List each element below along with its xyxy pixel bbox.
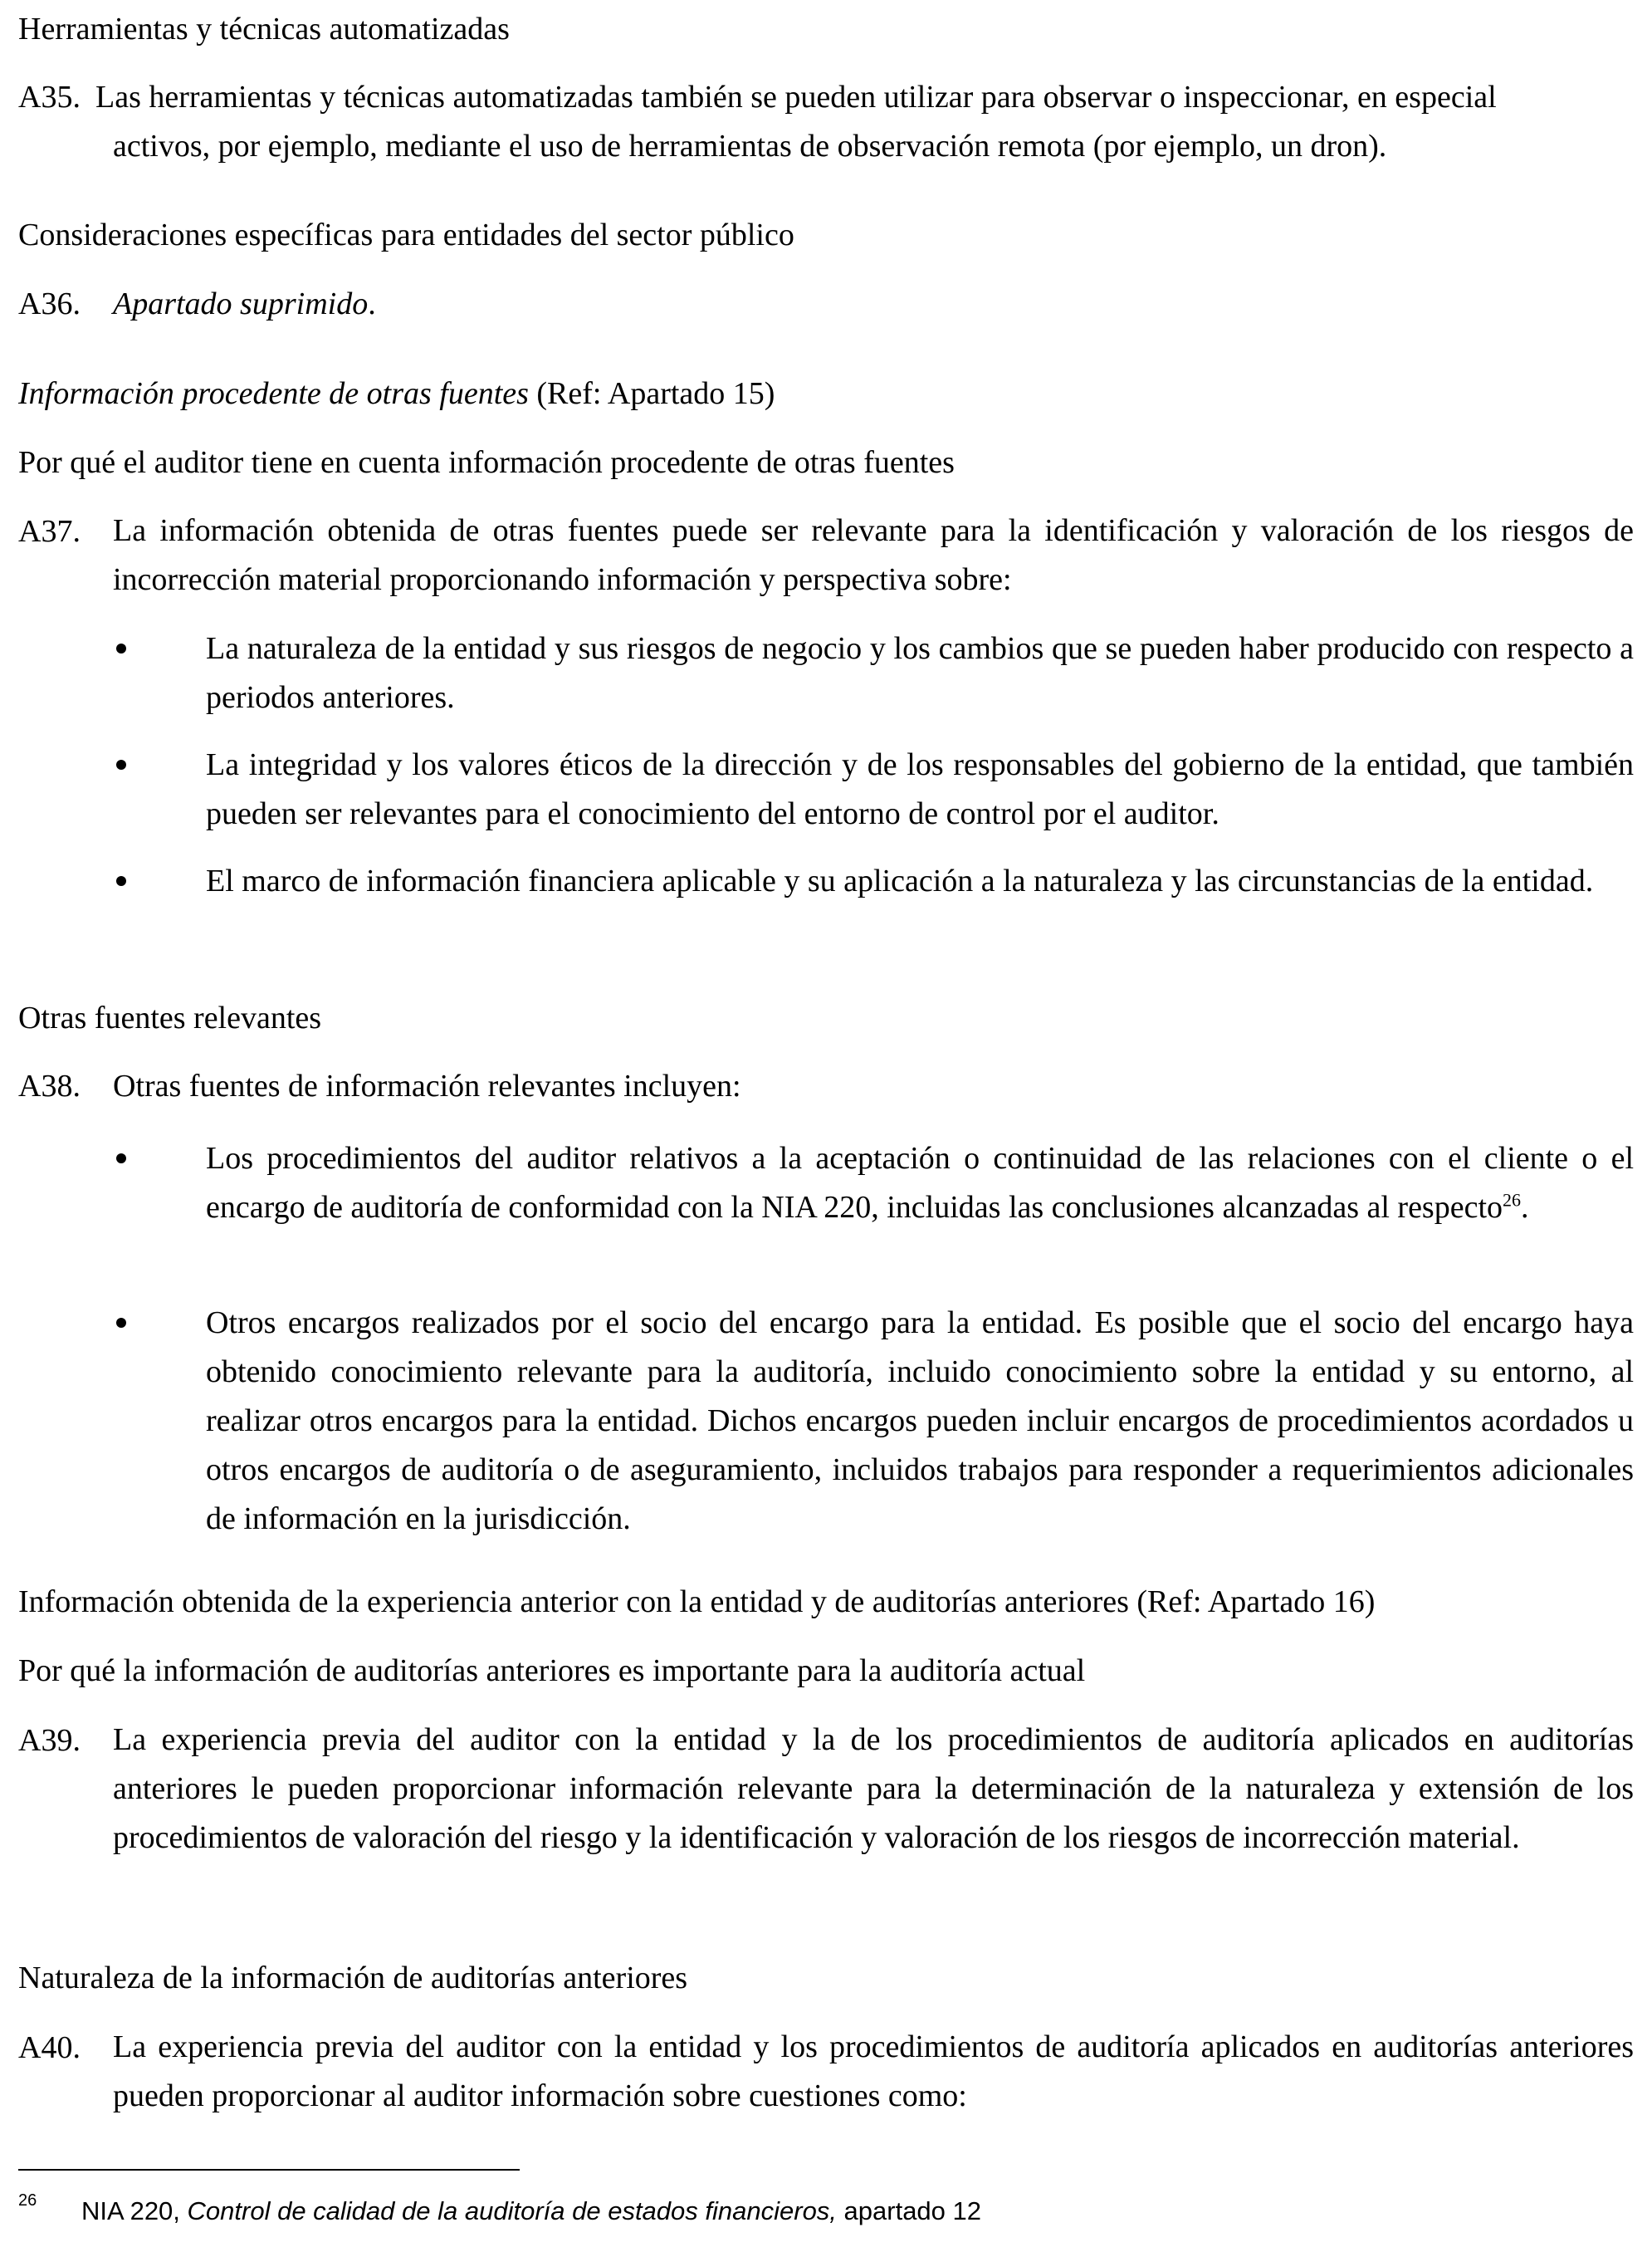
heading-experiencia-ref: (Ref: Apartado 16): [1128, 1584, 1376, 1619]
footnote-prefix: NIA 220,: [81, 2196, 188, 2225]
paragraph-a37: [18, 513, 1634, 615]
heading-sector-publico: Consideraciones específicas para entidades del sector público: [18, 218, 794, 252]
paragraph-a37-text: La información obtenida de otras fuentes puede ser relevante para la identificación y valoración de los riesgos de incorrección material proporcionando información y perspectiva sobre:: [113, 513, 1634, 597]
a36-period: .: [368, 286, 376, 321]
bullet-icon: [116, 1153, 126, 1163]
paragraph-a37-number: A37.: [18, 514, 81, 549]
paragraph-a39-text: La experiencia previa del auditor con la entidad y la de los procedimientos de auditoría aplicados en auditorías anteriores le pueden proporcionar información relevante para la determinación de la naturaleza y extensión de los procedimientos de valoración del riesgo y la identificación y valoración de los riesgos de incorrección material.: [113, 1722, 1634, 1855]
bullet-icon: [116, 760, 126, 770]
footnote-text: [81, 2196, 981, 2226]
list-item-text: La naturaleza de la entidad y sus riesgos de negocio y los cambios que se pueden haber producido con respecto a periodos anteriores.: [206, 631, 1634, 715]
list-item-text: La integridad y los valores éticos de la dirección y de los responsables del gobierno de la entidad, que también pueden ser relevantes para el conocimiento del entorno de control por el auditor.: [206, 747, 1634, 831]
paragraph-a39-number: A39.: [18, 1723, 81, 1758]
paragraph-a35-line1: Las herramientas y técnicas automatizadas también se pueden utilizar para observar o inspeccionar, en especial: [95, 80, 1497, 115]
list-item-text: [206, 1134, 1634, 1232]
list-item-text: Otros encargos realizados por el socio del encargo para la entidad. Es posible que el socio del encargo haya obtenido conocimiento relevante para la auditoría, incluido conocimiento sobre la entidad y su entorno, al realizar otros encargos para la entidad. Dichos encargos pueden incluir encargos de procedimientos acordados u otros encargos de auditoría o de aseguramiento, incluidos trabajos para responder a requerimientos adicionales de información en la jurisdicción.: [206, 1305, 1634, 1536]
heading-experiencia-text: Información obtenida de la experiencia anterior con la entidad y de auditorías anteriores: [18, 1584, 1129, 1619]
footnote-suffix: apartado 12: [836, 2196, 982, 2225]
paragraph-a40-text: La experiencia previa del auditor con la entidad y los procedimientos de auditoría aplicados en auditorías anteriores pueden proporcionar al auditor información sobre cuestiones como:: [113, 2029, 1634, 2113]
a36-italic-text: Apartado suprimido: [113, 286, 369, 321]
paragraph-a36-number: A36.: [18, 286, 81, 321]
heading-experiencia-anterior: [18, 1586, 1375, 1618]
bullet-icon: [116, 644, 126, 654]
a38-bullet1-end: .: [1521, 1190, 1529, 1225]
footnote-reference: 26: [1503, 1189, 1522, 1211]
heading-por-que-anteriores: Por qué la información de auditorías anteriores es importante para la auditoría actual: [18, 1653, 1086, 1688]
heading-herramientas: Herramientas y técnicas automatizadas: [18, 12, 510, 47]
list-item-text: El marco de información financiera aplicable y su aplicación a la naturaleza y las circunstancias de la entidad.: [206, 864, 1594, 898]
heading-otras-fuentes: [18, 378, 775, 409]
paragraph-a40-number: A40.: [18, 2030, 81, 2065]
footnote-divider: [18, 2169, 520, 2171]
paragraph-a38-number: A38.: [18, 1069, 81, 1104]
heading-por-que-otras-fuentes: Por qué el auditor tiene en cuenta información procedente de otras fuentes: [18, 445, 955, 480]
heading-otras-relevantes: Otras fuentes relevantes: [18, 1001, 322, 1035]
bullet-icon: [116, 1318, 126, 1328]
heading-otras-fuentes-italic: Información procedente de otras fuentes: [18, 376, 529, 411]
paragraph-a40: [18, 2029, 1634, 2132]
heading-otras-fuentes-ref: (Ref: Apartado 15): [528, 376, 775, 411]
paragraph-a36-text: [113, 288, 376, 320]
paragraph-a39: [18, 1722, 1634, 1924]
bullet-icon: [116, 876, 126, 886]
footnote-mark: 26: [18, 2191, 37, 2210]
heading-naturaleza: Naturaleza de la información de auditorías anteriores: [18, 1961, 688, 1995]
paragraph-a35-line2: activos, por ejemplo, mediante el uso de herramientas de observación remota (por ejemplo, un dron).: [113, 129, 1387, 164]
paragraph-a38-text: Otras fuentes de información relevantes incluyen:: [113, 1069, 741, 1104]
a38-bullet1-text: Los procedimientos del auditor relativos a la aceptación o continuidad de las relaciones con el cliente o el encargo de auditoría de conformidad con la NIA 220, incluidas las conclusiones alcanzadas al respecto: [206, 1141, 1634, 1225]
paragraph-a35-number: A35.: [18, 80, 81, 115]
footnote-title: Control de calidad de la auditoría de estados financieros,: [187, 2196, 837, 2225]
